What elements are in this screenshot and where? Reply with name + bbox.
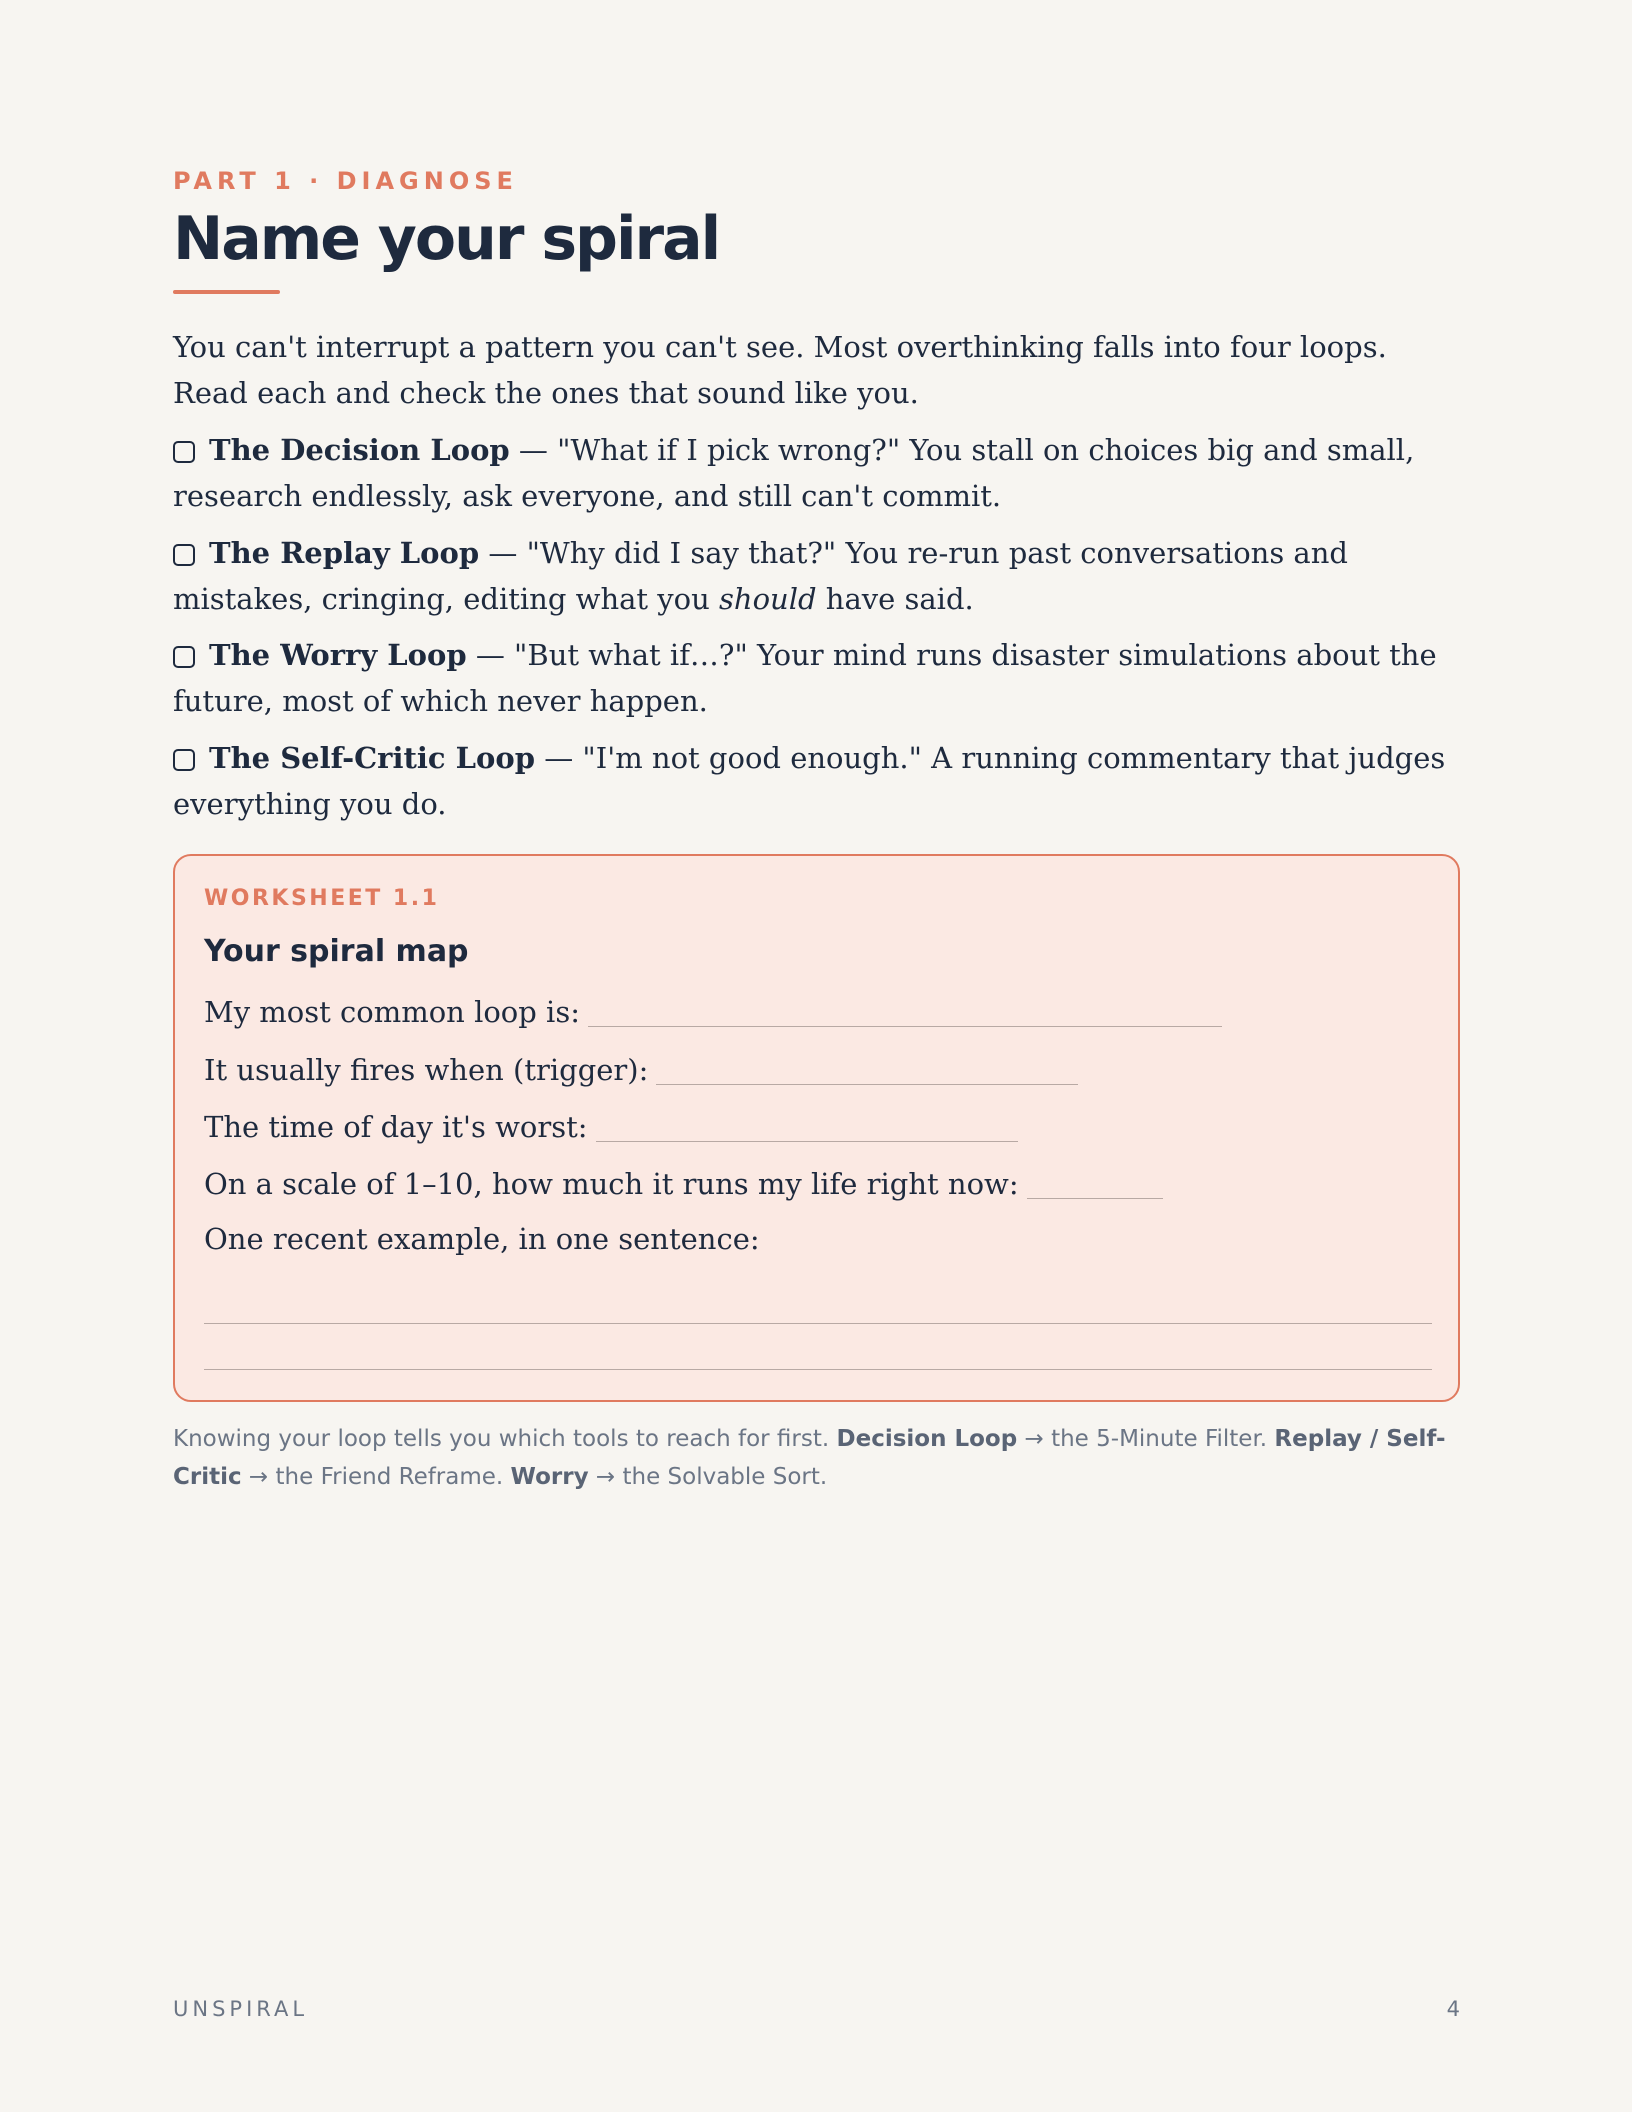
- page-title: Name your spiral: [173, 204, 720, 274]
- loop-item-self-critic: [173, 735, 1463, 827]
- checkbox-self-critic-loop[interactable]: [173, 749, 195, 771]
- loop-item-worry: [173, 632, 1463, 724]
- worksheet-row-time: [204, 1107, 1018, 1147]
- note-bold-worry: Worry: [510, 1464, 589, 1490]
- checkbox-decision-loop[interactable]: [173, 441, 195, 463]
- loop-emphasis: should: [719, 582, 817, 616]
- loop-name: The Replay Loop: [209, 536, 480, 570]
- note-bold-decision: Decision Loop: [836, 1426, 1018, 1452]
- worksheet-prompt: The time of day it's worst:: [204, 1110, 588, 1144]
- note-text: → the Friend Reframe.: [241, 1464, 511, 1490]
- worksheet-row-loop: [204, 992, 1222, 1032]
- note-text: Knowing your loop tells you which tools to reach for first.: [173, 1426, 837, 1452]
- loop-description: — "Why did I say that?" You re-run past conversations and mistakes, cringing, editing what you: [173, 536, 1348, 616]
- page-number: 4: [1446, 1997, 1460, 2021]
- loop-description: — "I'm not good enough." A running commentary that judges everything you do.: [173, 741, 1446, 821]
- answer-line-example-1[interactable]: [204, 1323, 1432, 1324]
- worksheet-prompt: It usually fires when (trigger):: [204, 1053, 649, 1087]
- answer-blank-loop[interactable]: [588, 1026, 1222, 1027]
- worksheet-row-example: [204, 1219, 760, 1259]
- intro-paragraph: You can't interrupt a pattern you can't see. Most overthinking falls into four loops. Read each and check the ones that sound like you.: [173, 330, 1387, 410]
- note-bold-replay: Replay / Self-Critic: [173, 1426, 1446, 1490]
- loop-item-decision: [173, 427, 1463, 519]
- worksheet-box: [173, 854, 1460, 1402]
- worksheet-title: Your spiral map: [204, 934, 469, 969]
- section-eyebrow: PART 1 · DIAGNOSE: [173, 167, 518, 195]
- checkbox-worry-loop[interactable]: [173, 646, 195, 668]
- loop-description: — "But what if…?" Your mind runs disaster simulations about the future, most of which never happen.: [173, 638, 1437, 718]
- title-underline: [173, 290, 280, 294]
- note-text: → the Solvable Sort.: [588, 1464, 828, 1490]
- answer-blank-time[interactable]: [596, 1141, 1018, 1142]
- worksheet-prompt: On a scale of 1–10, how much it runs my life right now:: [204, 1167, 1019, 1201]
- worksheet-prompt: My most common loop is:: [204, 995, 580, 1029]
- loop-description: — "What if I pick wrong?" You stall on choices big and small, research endlessly, ask everyone, and still can't commit.: [173, 433, 1415, 513]
- answer-blank-trigger[interactable]: [656, 1084, 1078, 1085]
- answer-blank-scale[interactable]: [1027, 1198, 1163, 1199]
- loop-description-end: have said.: [816, 582, 974, 616]
- loop-name: The Self-Critic Loop: [209, 741, 535, 775]
- worksheet-row-trigger: [204, 1050, 1078, 1090]
- note-text: → the 5-Minute Filter.: [1017, 1426, 1275, 1452]
- answer-line-example-2[interactable]: [204, 1369, 1432, 1370]
- worksheet-row-scale: [204, 1164, 1163, 1204]
- tool-guide-note: [173, 1420, 1468, 1496]
- worksheet-label: WORKSHEET 1.1: [204, 886, 440, 911]
- loop-name: The Worry Loop: [209, 638, 467, 672]
- checkbox-replay-loop[interactable]: [173, 544, 195, 566]
- loop-name: The Decision Loop: [209, 433, 510, 467]
- loop-item-replay: [173, 530, 1463, 622]
- worksheet-prompt: One recent example, in one sentence:: [204, 1222, 760, 1256]
- footer-brand: UNSPIRAL: [173, 1997, 309, 2021]
